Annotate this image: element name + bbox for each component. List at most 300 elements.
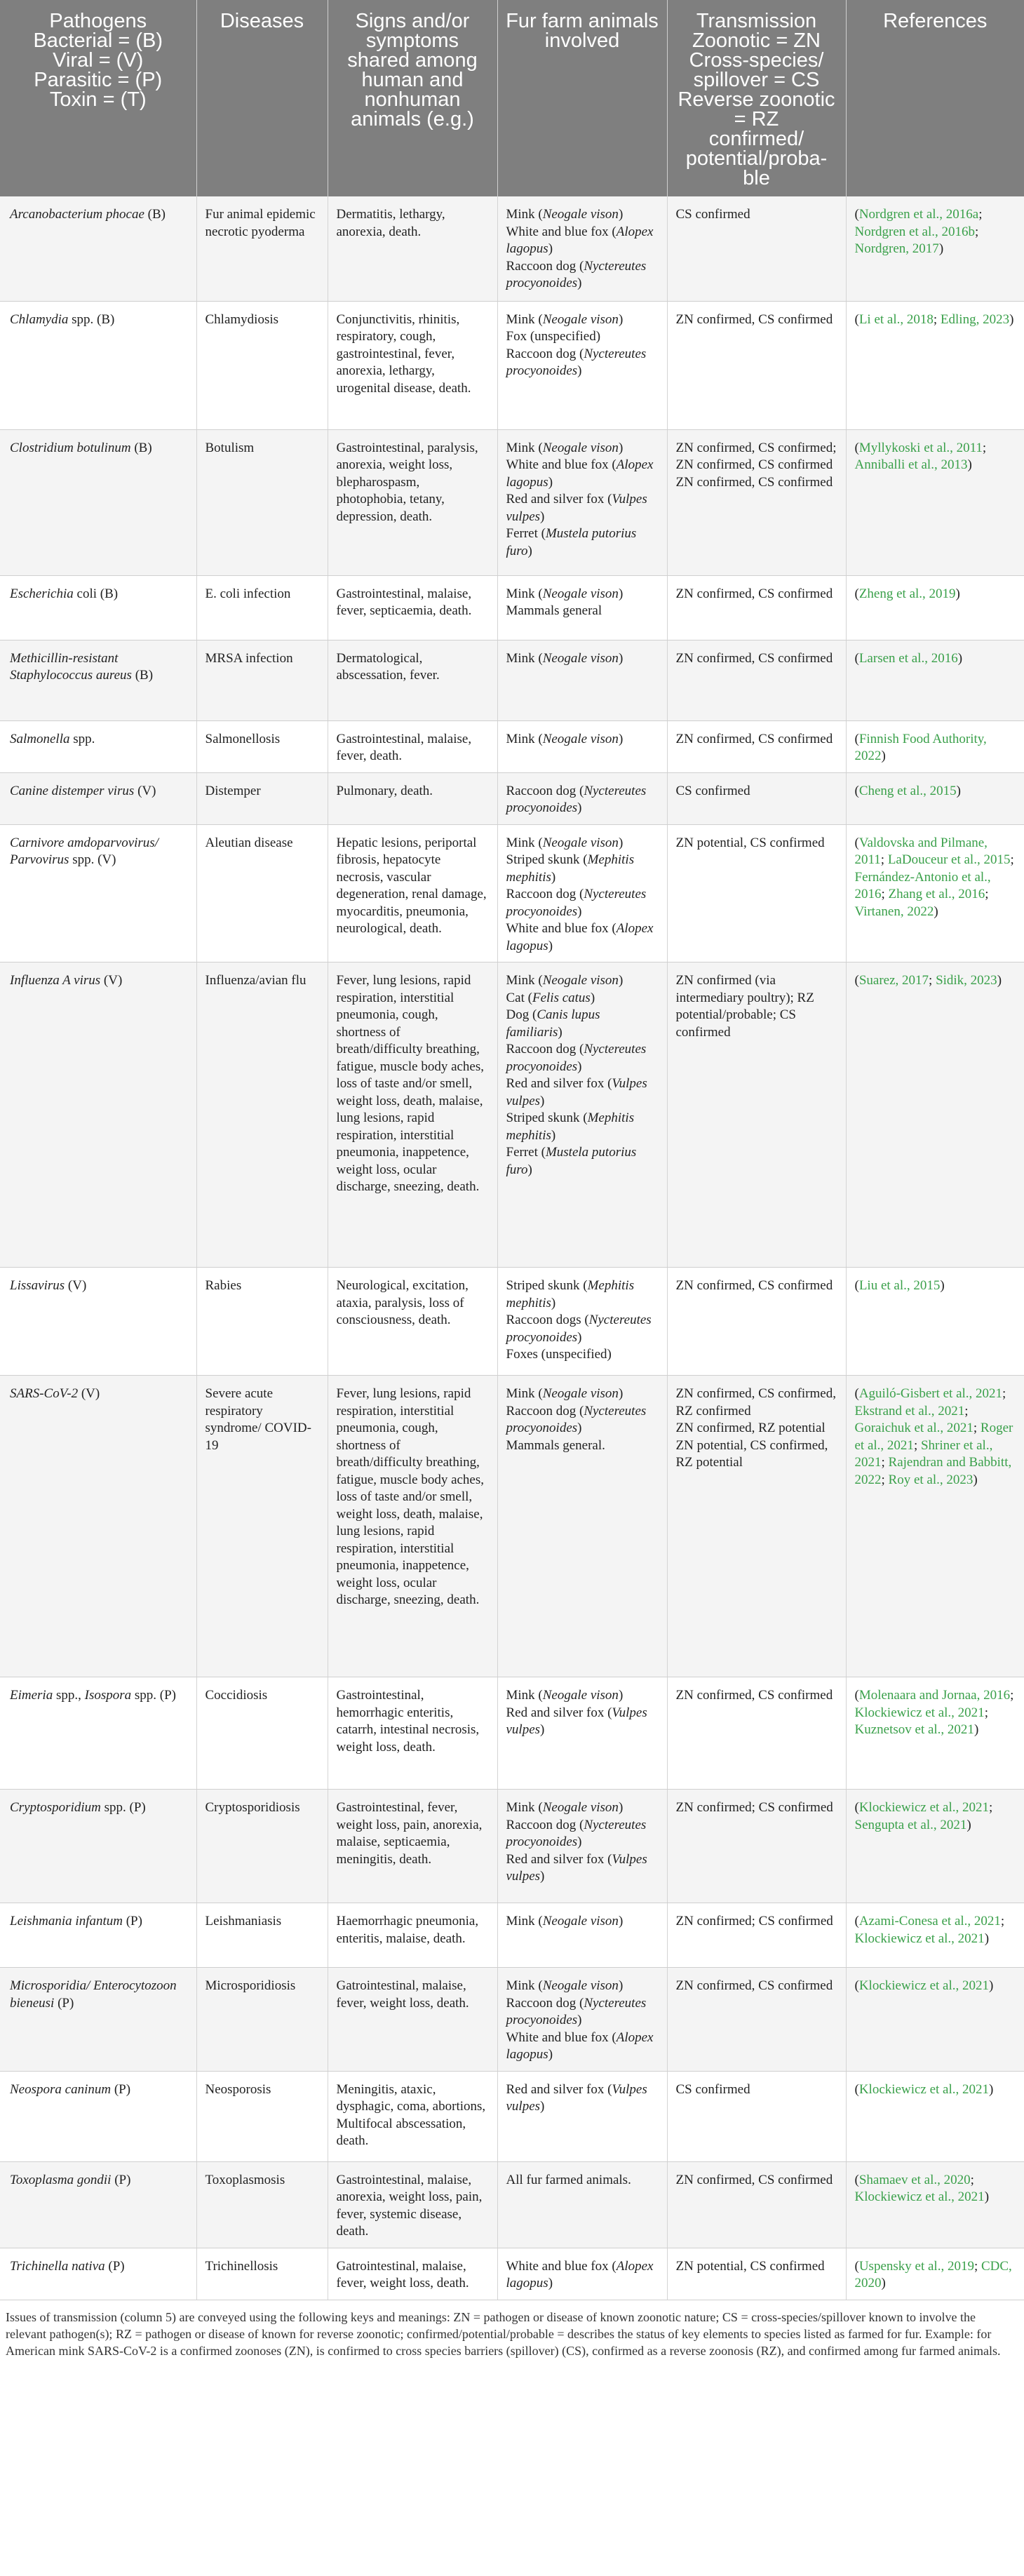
- table-row: [0, 2161, 1024, 2248]
- species-latin-name: Nyctereutes procyonoides: [506, 1313, 652, 1345]
- animal-name: Fox (unspecified): [506, 329, 601, 344]
- transmission-cell: [667, 772, 846, 824]
- table-row: [0, 720, 1024, 772]
- pathogen-cell: [0, 772, 196, 824]
- animal-name: Mink (: [506, 440, 543, 455]
- species-latin-name: Mephitis mephitis: [506, 852, 635, 885]
- table-row: [0, 1268, 1024, 1376]
- animal-name: Mink (: [506, 1914, 543, 1928]
- transmission-cell: [667, 1790, 846, 1903]
- reference-link[interactable]: Azami-Conesa et al., 2021: [858, 1914, 1001, 1928]
- pathogen-text: (V): [78, 1386, 100, 1401]
- species-latin-name: Alopex lagopus: [506, 2030, 654, 2062]
- animal-entry: [506, 1799, 659, 1817]
- animal-name: ): [618, 1914, 624, 1928]
- animal-name: Mink (: [506, 1800, 543, 1815]
- animal-name: ): [618, 207, 624, 222]
- table-row: [0, 2248, 1024, 2300]
- species-latin-name: Mustela putorius furo: [506, 1145, 637, 1177]
- table-row: [0, 824, 1024, 962]
- reference-link[interactable]: Cheng et al., 2015: [858, 783, 957, 798]
- header-references: [846, 0, 1024, 196]
- animal-name: ): [527, 543, 532, 558]
- animal-entry: [506, 1041, 659, 1075]
- animal-name: White and blue fox (: [506, 457, 617, 472]
- pathogen-cell: [0, 1968, 196, 2072]
- transmission-cell: [667, 962, 846, 1268]
- pathogen-text: Carnivore amdoparvovirus/ Parvovirus: [10, 835, 159, 867]
- animals-cell: [497, 2071, 667, 2161]
- animal-name: ): [618, 731, 624, 746]
- animal-entry: [506, 586, 659, 603]
- transmission-entry: ZN confirmed; CS confirmed: [675, 1914, 833, 1928]
- animal-name: Mink (: [506, 835, 543, 850]
- disease-cell: Coccidiosis: [196, 1677, 328, 1790]
- species-latin-name: Nyctereutes procyonoides: [506, 346, 647, 378]
- animal-name: White and blue fox (: [506, 224, 617, 239]
- animal-name: Ferret (: [506, 526, 546, 541]
- animal-name: Mammals general: [506, 603, 602, 618]
- pathogen-text: (B): [131, 668, 154, 683]
- pathogen-cell: [0, 301, 196, 429]
- disease-cell: Microsporidiosis: [196, 1968, 328, 2072]
- animal-entry: [506, 346, 659, 380]
- animal-name: ): [540, 2099, 545, 2114]
- species-latin-name: Vulpes vulpes: [506, 1851, 647, 1884]
- disease-cell: Influenza/avian flu: [196, 962, 328, 1268]
- reference-link[interactable]: Sengupta et al., 2021: [854, 1817, 967, 1832]
- animal-entry: [506, 2030, 659, 2064]
- signs-cell: Haemorrhagic pneumonia, enteritis, malaise, death.: [328, 1903, 497, 1968]
- header-line: involved: [544, 29, 620, 52]
- signs-cell: Hepatic lesions, periportal fibrosis, hepatocyte necrosis, vascular degeneration, renal damage, myocarditis, pneumonia, neurological, death.: [328, 824, 497, 962]
- animals-cell: [497, 1268, 667, 1376]
- species-latin-name: Neogale vison: [542, 1800, 619, 1815]
- transmission-entry: ZN confirmed, CS confirmed: [675, 650, 833, 666]
- pathogen-cell: [0, 2071, 196, 2161]
- reference-link[interactable]: Aguiló-Gisbert et al., 2021: [858, 1386, 1003, 1401]
- animal-entry: [506, 2172, 659, 2189]
- animal-name: ): [540, 1722, 545, 1737]
- animal-entry: [506, 783, 659, 817]
- reference-link[interactable]: Roy et al., 2023: [888, 1472, 974, 1487]
- header-line: animals (e.g.): [351, 108, 474, 130]
- disease-cell: Severe acute respiratory syndrome/ COVID-19: [196, 1376, 328, 1677]
- pathogen-text: Neospora caninum: [10, 2081, 112, 2097]
- animal-name: Mink (: [506, 650, 543, 666]
- reference-link[interactable]: Shriner et al., 2021: [854, 1437, 993, 1470]
- reference-link[interactable]: Myllykoski et al., 2011: [858, 440, 983, 455]
- transmission-cell: [667, 720, 846, 772]
- animal-entry: [506, 1144, 659, 1179]
- pathogen-cell: [0, 196, 196, 301]
- animals-cell: [497, 575, 667, 640]
- disease-cell: Toxoplasmosis: [196, 2161, 328, 2248]
- signs-cell: Gastrointestinal, hemorrhagic enteritis, catarrh, intestinal necrosis, weight loss, death.: [328, 1677, 497, 1790]
- pathogen-text: spp. (V): [69, 852, 116, 867]
- reference-link[interactable]: Li et al., 2018: [858, 311, 934, 327]
- header-pathogens: [0, 0, 196, 196]
- table-row: [0, 2071, 1024, 2161]
- transmission-entry: ZN confirmed, CS confirmed: [675, 1278, 833, 1293]
- animal-name: ): [577, 2013, 582, 2027]
- header-line: confirmed/: [708, 128, 804, 150]
- pathogen-text: Canine distemper virus: [10, 783, 135, 798]
- animal-entry: [506, 328, 659, 346]
- references-cell: (Myllykoski et al., 2011; Anniballi et al., 2013): [846, 429, 1024, 575]
- animal-entry: [506, 311, 659, 329]
- animal-name: ): [548, 938, 553, 953]
- reference-link[interactable]: Nordgren et al., 2016a: [858, 207, 979, 222]
- transmission-entry: CS confirmed: [675, 783, 750, 798]
- animals-cell: [497, 1903, 667, 1968]
- animal-name: Red and silver fox (: [506, 1705, 612, 1720]
- animal-entry: [506, 1075, 659, 1110]
- animal-name: Dog (: [506, 1007, 537, 1022]
- table-row: [0, 301, 1024, 429]
- species-latin-name: Neogale vison: [542, 207, 619, 222]
- table-row: [0, 1376, 1024, 1677]
- pathogen-cell: [0, 1790, 196, 1903]
- animal-name: Mink (: [506, 311, 543, 327]
- animal-entry: [506, 731, 659, 749]
- species-latin-name: Nyctereutes procyonoides: [506, 783, 647, 815]
- pathogen-cell: [0, 575, 196, 640]
- table-row: [0, 1677, 1024, 1790]
- animal-entry: [506, 1995, 659, 2030]
- disease-cell: MRSA infection: [196, 640, 328, 720]
- animal-name: ): [577, 276, 582, 290]
- references-cell: (Larsen et al., 2016): [846, 640, 1024, 720]
- reference-link[interactable]: Suarez, 2017: [858, 973, 929, 988]
- animal-entry: [506, 1851, 659, 1886]
- reference-link[interactable]: Finnish Food Authority, 2022: [854, 731, 987, 763]
- transmission-entry: ZN confirmed, CS confirmed: [675, 731, 833, 746]
- species-latin-name: Neogale vison: [542, 650, 619, 666]
- header-animals: [497, 0, 667, 196]
- reference-link[interactable]: Klockiewicz et al., 2021: [854, 1705, 985, 1720]
- transmission-cell: [667, 1968, 846, 2072]
- transmission-cell: [667, 1268, 846, 1376]
- animal-name: ): [577, 1059, 582, 1074]
- animals-cell: [497, 1376, 667, 1677]
- reference-link[interactable]: CDC, 2020: [854, 2258, 1012, 2290]
- table-row: [0, 575, 1024, 640]
- reference-link[interactable]: Zhang et al., 2016: [888, 887, 985, 901]
- table-row: [0, 640, 1024, 720]
- header-transmission: [667, 0, 846, 196]
- animal-entry: [506, 1312, 659, 1346]
- transmission-entry: ZN confirmed, CS confirmed;: [675, 440, 837, 455]
- reference-link[interactable]: Valdovska and Pilmane, 2011: [854, 835, 988, 867]
- animals-cell: [497, 962, 667, 1268]
- animal-name: Striped skunk (: [506, 852, 588, 867]
- signs-cell: Gastrointestinal, malaise, fever, septicaemia, death.: [328, 575, 497, 640]
- signs-cell: Gastrointestinal, fever, weight loss, pain, anorexia, malaise, septicaemia, meningitis, death.: [328, 1790, 497, 1903]
- pathogen-text: spp.: [69, 731, 95, 746]
- reference-link[interactable]: Virtanen, 2022: [854, 904, 934, 919]
- reference-link[interactable]: Klockiewicz et al., 2021: [858, 1978, 990, 1993]
- pathogen-cell: [0, 2161, 196, 2248]
- pathogen-cell: [0, 2248, 196, 2300]
- animal-name: ): [527, 1162, 532, 1177]
- pathogen-text: (V): [65, 1278, 87, 1293]
- animal-entry: [506, 457, 659, 491]
- animals-cell: [497, 1677, 667, 1790]
- pathogen-text: Trichinella nativa: [10, 2258, 105, 2274]
- transmission-cell: [667, 301, 846, 429]
- pathogen-text: Escherichia: [10, 586, 74, 601]
- species-latin-name: Vulpes vulpes: [506, 492, 647, 524]
- transmission-entry: ZN confirmed, CS confirmed: [675, 311, 833, 327]
- header-line: human and: [361, 69, 464, 91]
- pathogen-text: Leishmania infantum: [10, 1914, 123, 1928]
- reference-link[interactable]: Goraichuk et al., 2021: [854, 1421, 974, 1435]
- reference-link[interactable]: Liu et al., 2015: [858, 1278, 941, 1293]
- header-line: Zoonotic = ZN: [692, 29, 821, 52]
- pathogen-text: (P): [111, 2081, 131, 2097]
- animal-entry: [506, 1913, 659, 1931]
- pathogen-text: Lissavirus: [10, 1278, 65, 1293]
- reference-link[interactable]: Nordgren, 2017: [854, 241, 939, 256]
- reference-link[interactable]: Nordgren et al., 2016b: [854, 224, 975, 239]
- disease-cell: Chlamydiosis: [196, 301, 328, 429]
- animals-cell: [497, 1790, 667, 1903]
- animal-entry: [506, 990, 659, 1007]
- animal-name: ): [548, 241, 553, 256]
- animal-entry: [506, 2258, 659, 2293]
- header-line: References: [883, 10, 988, 32]
- header-diseases: [196, 0, 328, 196]
- disease-cell: Trichinellosis: [196, 2248, 328, 2300]
- header-line: shared among: [347, 49, 478, 72]
- animal-name: All fur farmed animals.: [506, 2172, 631, 2187]
- header-line: potential/proba-: [685, 147, 828, 170]
- signs-cell: Neurological, excitation, ataxia, paralysis, loss of consciousness, death.: [328, 1268, 497, 1376]
- signs-cell: Fever, lung lesions, rapid respiration, interstitial pneumonia, cough, shortness of breath/difficulty breathing, fatigue, muscle body aches, loss of taste and/or smell, weight loss, death, malaise, lung lesions, rapid respiration, interstitial pneumonia, inappetence, weight loss, ocular discharge, sneezing, death.: [328, 1376, 497, 1677]
- animal-name: ): [558, 1024, 562, 1040]
- species-latin-name: Alopex lagopus: [506, 457, 654, 490]
- header-signs: [328, 0, 497, 196]
- species-latin-name: Mephitis mephitis: [506, 1278, 635, 1310]
- animals-cell: [497, 196, 667, 301]
- animal-entry: [506, 1386, 659, 1403]
- animal-name: Red and silver fox (: [506, 492, 612, 507]
- transmission-cell: [667, 1376, 846, 1677]
- animal-entry: [506, 1687, 659, 1705]
- reference-link[interactable]: Ekstrand et al., 2021: [854, 1403, 965, 1418]
- animal-name: ): [551, 1127, 556, 1143]
- transmission-entry: CS confirmed: [675, 2081, 750, 2097]
- animal-entry: [506, 206, 659, 224]
- animal-name: ): [548, 474, 553, 490]
- table-row: [0, 196, 1024, 301]
- animal-name: Raccoon dog (: [506, 887, 584, 901]
- pathogen-cell: [0, 429, 196, 575]
- animal-name: ): [618, 1688, 624, 1703]
- transmission-cell: [667, 1903, 846, 1968]
- disease-cell: Neosporosis: [196, 2071, 328, 2161]
- animal-name: ): [590, 990, 595, 1005]
- animal-name: White and blue fox (: [506, 2258, 617, 2274]
- animal-name: ): [618, 586, 624, 601]
- species-latin-name: Mustela putorius furo: [506, 526, 637, 558]
- references-cell: (Azami-Conesa et al., 2021; Klockiewicz et al., 2021): [846, 1903, 1024, 1968]
- references-cell: (Liu et al., 2015): [846, 1268, 1024, 1376]
- animal-name: ): [618, 835, 624, 850]
- reference-link[interactable]: Klockiewicz et al., 2021: [854, 1931, 985, 1946]
- animal-name: Mink (: [506, 207, 543, 222]
- animal-name: Red and silver fox (: [506, 1851, 612, 1867]
- species-latin-name: Nyctereutes procyonoides: [506, 887, 647, 919]
- transmission-entry: ZN potential, CS confirmed, RZ potential: [675, 1437, 828, 1470]
- species-latin-name: Neogale vison: [542, 1914, 619, 1928]
- pathogen-cell: [0, 640, 196, 720]
- reference-link[interactable]: Anniballi et al., 2013: [854, 457, 968, 472]
- reference-link[interactable]: Fernández-Antonio et al., 2016: [854, 869, 991, 901]
- disease-cell: Salmonellosis: [196, 720, 328, 772]
- animal-name: Striped skunk (: [506, 1278, 588, 1293]
- species-latin-name: Alopex lagopus: [506, 2258, 654, 2290]
- animal-entry: [506, 920, 659, 955]
- species-latin-name: Canis lupus familiaris: [506, 1007, 600, 1040]
- reference-link[interactable]: Shamaev et al., 2020: [858, 2172, 971, 2187]
- animal-entry: [506, 1978, 659, 1995]
- species-latin-name: Nyctereutes procyonoides: [506, 1403, 647, 1435]
- pathogen-text: Microsporidia/ Enterocytozoon bieneusi: [10, 1978, 177, 2011]
- reference-link[interactable]: Sidik, 2023: [936, 973, 997, 988]
- transmission-entry: ZN potential, CS confirmed: [675, 835, 825, 850]
- transmission-entry: CS confirmed: [675, 207, 750, 222]
- reference-link[interactable]: Klockiewicz et al., 2021: [858, 2081, 990, 2097]
- reference-link[interactable]: Zheng et al., 2019: [858, 586, 956, 601]
- pathogen-text: Clostridium botulinum: [10, 440, 131, 455]
- reference-link[interactable]: Kuznetsov et al., 2021: [854, 1722, 974, 1737]
- references-cell: (Cheng et al., 2015): [846, 772, 1024, 824]
- signs-cell: Gastrointestinal, paralysis, anorexia, weight loss, blepharospasm, photophobia, tetany, depression, death.: [328, 429, 497, 575]
- animals-cell: [497, 720, 667, 772]
- transmission-cell: [667, 2071, 846, 2161]
- animal-name: Raccoon dog (: [506, 783, 584, 798]
- animal-name: ): [540, 509, 545, 524]
- pathogen-text: Isospora: [84, 1688, 132, 1703]
- species-latin-name: Neogale vison: [542, 1386, 619, 1401]
- table-header: [0, 0, 1024, 196]
- species-latin-name: Felis catus: [532, 990, 591, 1005]
- transmission-entry: ZN potential, CS confirmed: [675, 2258, 825, 2274]
- animal-name: ): [551, 1295, 556, 1310]
- animal-name: ): [540, 1869, 545, 1884]
- table-row: [0, 962, 1024, 1268]
- pathogen-text: spp. (B): [68, 311, 115, 327]
- reference-link[interactable]: Klockiewicz et al., 2021: [858, 1800, 990, 1815]
- references-cell: (Nordgren et al., 2016a; Nordgren et al., 2016b; Nordgren, 2017): [846, 196, 1024, 301]
- header-row: [0, 0, 1024, 196]
- animal-name: Raccoon dog (: [506, 1403, 584, 1418]
- pathogen-cell: [0, 720, 196, 772]
- transmission-cell: [667, 575, 846, 640]
- species-latin-name: Vulpes vulpes: [506, 1076, 647, 1108]
- animals-cell: [497, 1968, 667, 2072]
- signs-cell: Gatrointestinal, malaise, fever, weight loss, death.: [328, 2248, 497, 2300]
- signs-cell: Gatrointestinal, malaise, fever, weight loss, death.: [328, 1968, 497, 2072]
- species-latin-name: Neogale vison: [542, 1688, 619, 1703]
- animal-name: ): [551, 869, 556, 885]
- species-latin-name: Vulpes vulpes: [506, 2081, 647, 2114]
- transmission-cell: [667, 824, 846, 962]
- species-latin-name: Alopex lagopus: [506, 224, 654, 256]
- animal-name: Foxes (unspecified): [506, 1347, 612, 1362]
- reference-link[interactable]: Edling, 2023: [940, 311, 1010, 327]
- header-line: Cross-species/: [689, 49, 824, 72]
- species-latin-name: Nyctereutes procyonoides: [506, 1042, 647, 1074]
- species-latin-name: Nyctereutes procyonoides: [506, 1817, 647, 1849]
- reference-link[interactable]: Rajendran and Babbitt, 2022: [854, 1455, 1012, 1487]
- header-line: symptoms: [365, 29, 459, 52]
- signs-cell: Meningitis, ataxic, dysphagic, coma, abortions, Multifocal abscessation, death.: [328, 2071, 497, 2161]
- animal-entry: [506, 1403, 659, 1437]
- animals-cell: [497, 2161, 667, 2248]
- references-cell: (Uspensky et al., 2019; CDC, 2020): [846, 2248, 1024, 2300]
- references-cell: (Klockiewicz et al., 2021): [846, 2071, 1024, 2161]
- pathogen-text: (P): [105, 2258, 125, 2274]
- table-body: [0, 196, 1024, 2300]
- header-line: Viral = (V): [53, 49, 144, 72]
- pathogen-text: Arcanobacterium phocae: [10, 207, 144, 222]
- header-line: Pathogens: [49, 10, 147, 32]
- pathogen-cell: [0, 1903, 196, 1968]
- species-latin-name: Neogale vison: [542, 973, 619, 988]
- pathogen-cell: [0, 962, 196, 1268]
- table-row: [0, 429, 1024, 575]
- pathogen-cell: [0, 1376, 196, 1677]
- animal-name: Red and silver fox (: [506, 2081, 612, 2097]
- signs-cell: Dermatitis, lethargy, anorexia, death.: [328, 196, 497, 301]
- transmission-entry: ZN confirmed, CS confirmed: [675, 474, 833, 490]
- animal-entry: [506, 491, 659, 525]
- animal-name: White and blue fox (: [506, 921, 617, 936]
- animal-name: Raccoon dog (: [506, 1042, 584, 1056]
- animal-name: ): [577, 800, 582, 815]
- reference-link[interactable]: Klockiewicz et al., 2021: [854, 2189, 985, 2204]
- animal-name: ): [540, 1093, 545, 1108]
- animal-name: ): [618, 650, 624, 666]
- transmission-entry: ZN confirmed; CS confirmed: [675, 1800, 833, 1815]
- reference-link[interactable]: Molenaara and Jornaa, 2016: [858, 1688, 1011, 1703]
- species-latin-name: Nyctereutes procyonoides: [506, 258, 647, 290]
- pathogen-text: (B): [130, 440, 152, 455]
- references-cell: (Li et al., 2018; Edling, 2023): [846, 301, 1024, 429]
- transmission-entry: ZN confirmed, RZ potential: [675, 1421, 826, 1435]
- animal-name: ): [618, 1978, 624, 1993]
- disease-cell: E. coli infection: [196, 575, 328, 640]
- reference-link[interactable]: Roger et al., 2021: [854, 1421, 1013, 1453]
- pathogen-text: (P): [111, 2172, 131, 2187]
- animal-entry: [506, 1437, 659, 1455]
- animal-name: Mink (: [506, 731, 543, 746]
- reference-link[interactable]: Uspensky et al., 2019: [858, 2258, 974, 2274]
- animal-entry: [506, 2081, 659, 2116]
- header-line: Reverse zoonotic: [678, 88, 835, 111]
- references-cell: (Zheng et al., 2019): [846, 575, 1024, 640]
- table-row: [0, 1968, 1024, 2072]
- reference-link[interactable]: LaDouceur et al., 2015: [887, 852, 1011, 867]
- disease-cell: Aleutian disease: [196, 824, 328, 962]
- reference-link[interactable]: Larsen et al., 2016: [858, 650, 958, 666]
- animal-name: Striped skunk (: [506, 1111, 588, 1125]
- header-line: Bacterial = (B): [33, 29, 163, 52]
- transmission-entry: ZN confirmed, CS confirmed: [675, 2172, 833, 2187]
